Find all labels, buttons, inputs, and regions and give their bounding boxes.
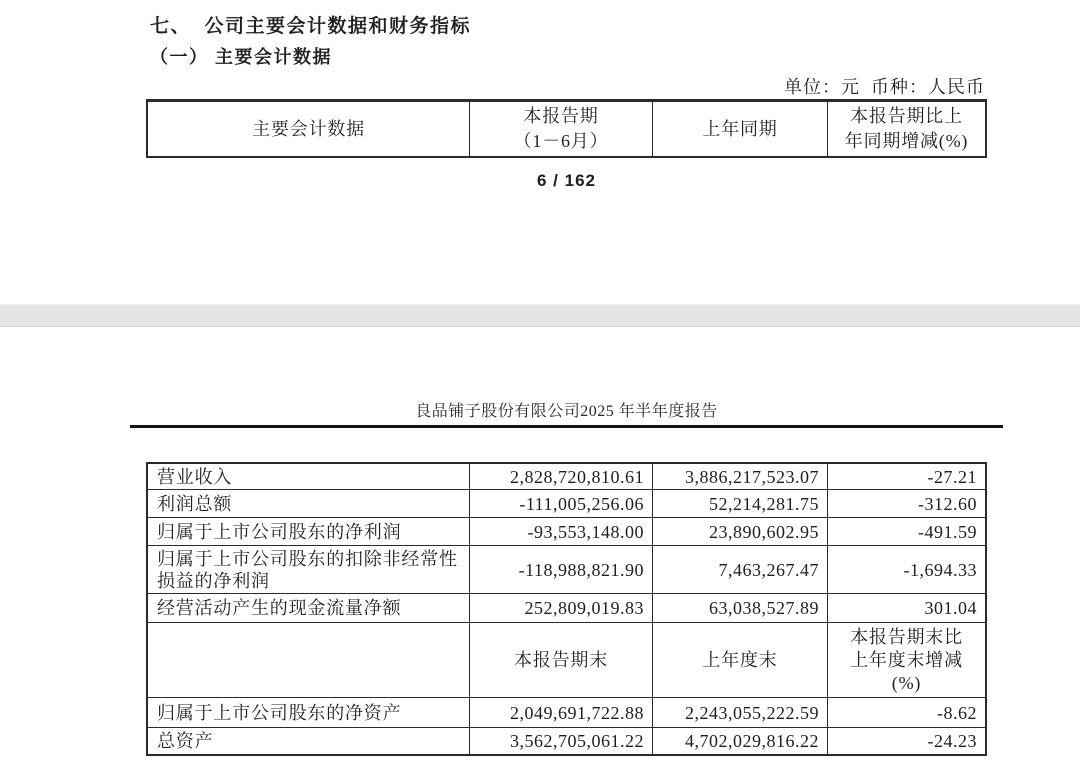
- section-heading: 七、 公司主要会计数据和财务指标: [150, 16, 472, 37]
- accounting-table-header: [146, 99, 987, 158]
- prior-period-value: 52,214,281.75: [653, 490, 828, 518]
- row-label: 归属于上市公司股东的净利润: [148, 518, 470, 546]
- current-period-value: -93,553,148.00: [470, 518, 653, 546]
- current-period-value: -118,988,821.90: [470, 546, 653, 594]
- row-label: 经营活动产生的现金流量净额: [148, 594, 470, 623]
- table-header-main-data: 主要会计数据: [148, 102, 470, 156]
- prior-period-value: 7,463,267.47: [653, 546, 828, 594]
- change-percent-value: -1,694.33: [828, 546, 985, 594]
- table-header-current-period: 本报告期 （1－6月）: [470, 102, 653, 156]
- mid-header-prior-year-end: 上年度末: [653, 623, 828, 698]
- table-header-change-percent: 本报告期比上 年同期增减(%): [844, 106, 969, 151]
- prior-period-value: 63,038,527.89: [653, 594, 828, 623]
- row-label: 归属于上市公司股东的净资产: [148, 698, 470, 728]
- row-label: 利润总额: [148, 490, 470, 518]
- mid-header-empty-cell: [148, 623, 470, 698]
- accounting-table-body: [146, 462, 987, 756]
- row-label: 归属于上市公司股东的扣除非经常性损益的净利润: [148, 546, 470, 594]
- page-indicator: 6 / 162: [537, 171, 596, 190]
- change-percent-value: -27.21: [828, 464, 985, 490]
- current-period-value: -111,005,256.06: [470, 490, 653, 518]
- report-header-title: 良品铺子股份有限公司2025 年半年度报告: [415, 403, 718, 420]
- row-label: 总资产: [148, 728, 470, 754]
- table-header-prior-period: 上年同期: [653, 102, 828, 156]
- current-period-value: 2,049,691,722.88: [470, 698, 653, 728]
- change-percent-value: -312.60: [828, 490, 985, 518]
- mid-header-current-period-end: 本报告期末: [470, 623, 653, 698]
- current-period-value: 3,562,705,061.22: [470, 728, 653, 754]
- prior-period-value: 2,243,055,222.59: [653, 698, 828, 728]
- unit-currency-note: 单位：元 币种：人民币: [784, 77, 985, 97]
- header-rule: [130, 425, 1003, 428]
- current-period-value: 252,809,019.83: [470, 594, 653, 623]
- subsection-heading: （一） 主要会计数据: [150, 47, 333, 67]
- row-label: 营业收入: [148, 464, 470, 490]
- mid-header-change-percent: 本报告期末比 上年度末增减 (%): [828, 623, 985, 698]
- change-percent-value: -8.62: [828, 698, 985, 728]
- change-percent-value: 301.04: [828, 594, 985, 623]
- prior-period-value: 4,702,029,816.22: [653, 728, 828, 754]
- current-period-value: 2,828,720,810.61: [470, 464, 653, 490]
- change-percent-value: -491.59: [828, 518, 985, 546]
- change-percent-value: -24.23: [927, 731, 977, 751]
- page-gap-divider: [0, 304, 1080, 327]
- prior-period-value: 3,886,217,523.07: [653, 464, 828, 490]
- prior-period-value: 23,890,602.95: [653, 518, 828, 546]
